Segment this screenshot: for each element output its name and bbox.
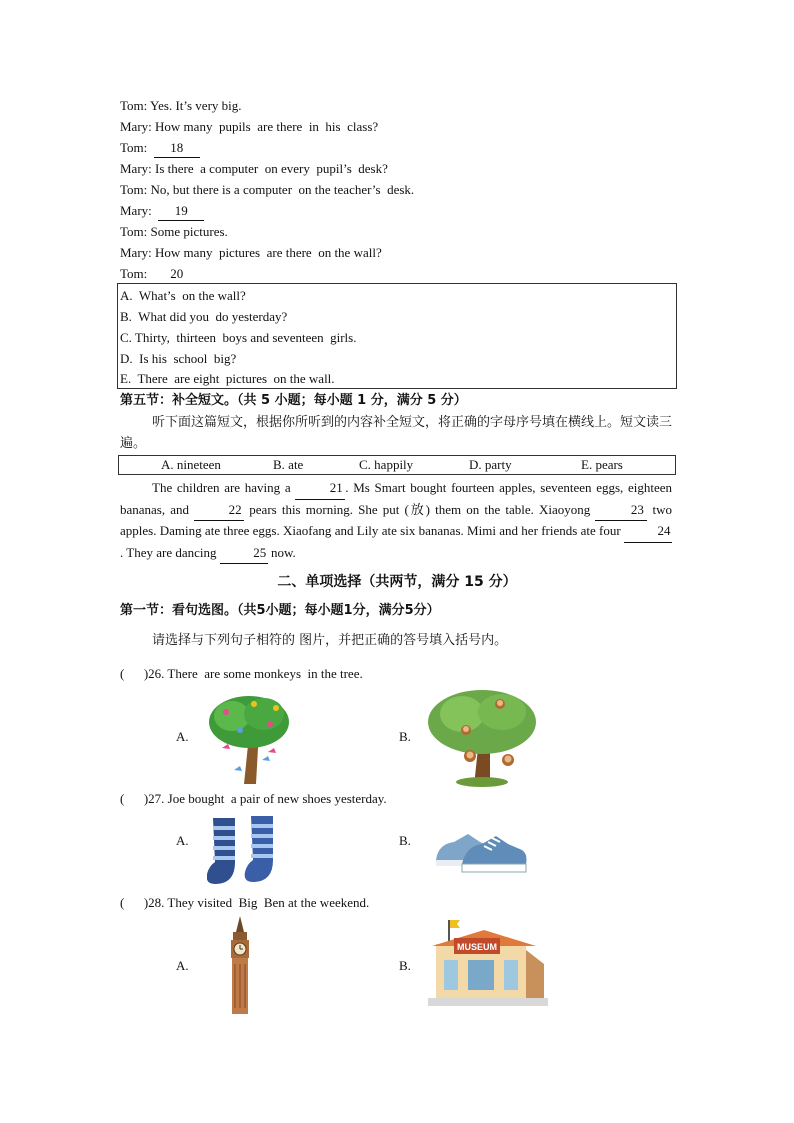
dialogue-line [120, 118, 378, 136]
passage-text: The children are having a [152, 480, 296, 495]
socks-image [207, 814, 283, 890]
option-b: B. What did you do yesterday? [120, 309, 288, 324]
option-a-label: A. [176, 729, 189, 744]
question-28 [120, 895, 369, 911]
option-a: A. What’s on the wall? [120, 288, 246, 303]
question-text: 26. There are some monkeys in the tree. [148, 666, 363, 681]
sneakers-image [432, 820, 528, 876]
question-text: 27. Joe bought a pair of new shoes yesterday. [148, 791, 387, 806]
option-a-label: A. [176, 958, 189, 973]
answer-parentheses[interactable]: ( ) [120, 895, 149, 910]
dialogue-text: How many pupils are there in his class? [151, 119, 379, 134]
option-e: E. There are eight pictures on the wall. [120, 371, 335, 386]
option-b-label: B. [399, 958, 411, 973]
passage-text: . They are dancing [120, 544, 220, 560]
dialogue-line [120, 202, 204, 221]
speaker: Tom: [120, 266, 148, 281]
answer-parentheses[interactable]: ( ) [120, 666, 149, 681]
tree-with-birds-image [204, 690, 294, 786]
dialogue-text: How many pictures are there on the wall? [151, 245, 382, 260]
answer-parentheses[interactable]: ( ) [120, 791, 149, 806]
answer-blank-19[interactable]: 19 [158, 202, 204, 221]
tree-with-monkeys-image [426, 686, 538, 790]
section5-instruction: 听下面这篇短文，根据你所听到的内容补全短文，将正确的字母序号填在横线上。短文读三遍。 [120, 415, 673, 451]
option-c: C. Thirty, thirteen boys and seventeen girls. [120, 330, 357, 345]
dialogue-line [120, 223, 228, 241]
section5-title: 第五节：补全短文。（共 5 小题；每小题 1 分，满分 5 分） [120, 393, 467, 408]
big-ben-tower-image [224, 916, 256, 1016]
speaker: Tom: [120, 98, 148, 113]
dialogue-line [120, 244, 382, 262]
museum-sign-text: MUSEUM [457, 942, 497, 952]
option-d: D. Is his school big? [120, 351, 237, 366]
question-27 [120, 791, 387, 807]
passage-text: pears this morning. She put (放) them on the table. Xiaoyong [244, 501, 596, 517]
dialogue-text: Is there a computer on every pupil’s desk? [151, 161, 388, 176]
passage-text: now. [267, 544, 296, 560]
speaker: Mary: [120, 245, 152, 260]
passage-text: two apples. Daming ate three eggs. Xiaofang and Lily ate six bananas. Mimi and her friends ate four [120, 501, 673, 538]
dialogue-line [120, 181, 414, 199]
question-26 [120, 666, 363, 682]
speaker: Tom: [120, 224, 148, 239]
word-option: A. nineteen [161, 457, 221, 472]
options-box [117, 283, 677, 389]
part2-title: 二、单项选择（共两节，满分 15 分） [277, 574, 517, 590]
speaker: Tom: [120, 140, 148, 155]
dialogue-text: No, but there is a computer on the teacher’s desk. [147, 182, 415, 197]
museum-building-image [428, 916, 550, 1012]
answer-blank-21[interactable]: 21 [295, 478, 345, 500]
dialogue-line [120, 265, 200, 284]
word-bank [118, 455, 676, 475]
dialogue-text: Some pictures. [147, 224, 228, 239]
answer-blank-25[interactable]: 25 [220, 543, 268, 565]
answer-blank-22[interactable]: 22 [194, 500, 244, 522]
dialogue-line [120, 160, 388, 178]
word-option: D. party [469, 457, 512, 472]
word-option: E. pears [581, 457, 623, 472]
passage-text: . Ms Smart bought fourteen apples, seventeen eggs, eighteen bananas, and [120, 480, 673, 517]
answer-blank-23[interactable]: 23 [595, 500, 647, 522]
speaker: Mary: [120, 203, 152, 218]
word-option: B. ate [273, 457, 304, 472]
word-option: C. happily [359, 457, 414, 472]
speaker: Mary: [120, 119, 152, 134]
answer-blank-18[interactable]: 18 [154, 139, 200, 158]
speaker: Tom: [120, 182, 148, 197]
dialogue-line [120, 139, 200, 158]
dialogue-text: Yes. It’s very big. [147, 98, 242, 113]
dialogue-line [120, 97, 242, 115]
option-b-label: B. [399, 729, 411, 744]
section1-title: 第一节：看句选图。（共5小题；每小题1分，满分5分） [120, 603, 440, 618]
option-a-label: A. [176, 833, 189, 848]
question-text: 28. They visited Big Ben at the weekend. [148, 895, 370, 910]
section1-instruction: 请选择与下列句子相符的 图片，并把正确的答号填入括号内。 [152, 633, 508, 648]
answer-blank-20[interactable]: 20 [154, 265, 200, 284]
option-b-label: B. [399, 833, 411, 848]
answer-blank-24[interactable]: 24 [624, 521, 672, 543]
speaker: Mary: [120, 161, 152, 176]
cloze-passage [120, 478, 672, 564]
